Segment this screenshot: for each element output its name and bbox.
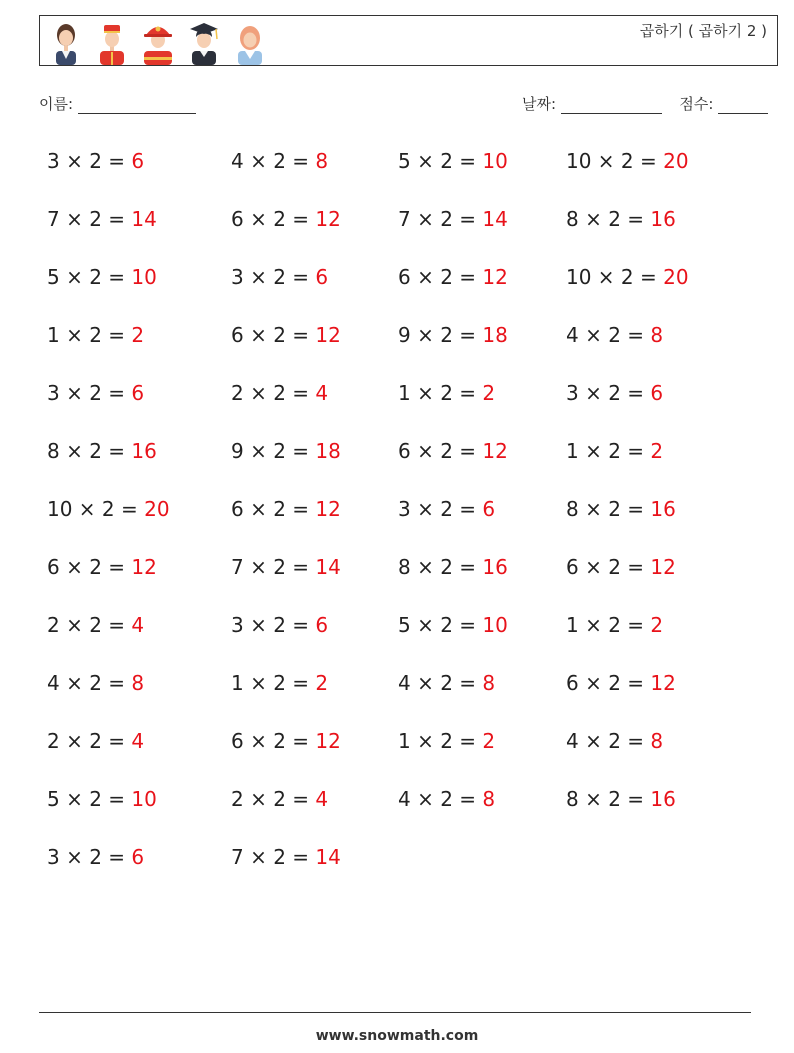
problem-question: 6 × 2 = (398, 439, 483, 463)
problem-answer: 8 (650, 729, 664, 753)
problem-question: 5 × 2 = (47, 265, 132, 289)
problem-item (231, 721, 398, 779)
nurse-avatar-icon (230, 19, 270, 65)
problem-answer: 10 (482, 613, 508, 637)
problem-question: 10 × 2 = (566, 149, 664, 173)
problem-row (47, 547, 767, 605)
problem-item (47, 605, 231, 663)
problem-item (566, 257, 746, 315)
problem-answer: 12 (482, 439, 508, 463)
problem-question: 4 × 2 = (566, 323, 651, 347)
problem-answer: 2 (650, 439, 664, 463)
worksheet-title: 곱하기 ( 곱하기 2 ) (639, 22, 767, 40)
problem-question: 9 × 2 = (398, 323, 483, 347)
firefighter-avatar-icon (138, 19, 178, 65)
problem-question: 8 × 2 = (566, 787, 651, 811)
footer-url: www.snowmath.com (315, 1028, 479, 1044)
problem-answer: 16 (131, 439, 157, 463)
problem-question: 6 × 2 = (231, 729, 316, 753)
problem-item (47, 257, 231, 315)
problem-question: 4 × 2 = (47, 671, 132, 695)
footer-divider (39, 1012, 751, 1013)
problem-answer: 10 (131, 265, 157, 289)
problem-row (47, 315, 767, 373)
problem-answer: 14 (315, 555, 341, 579)
problem-item (47, 431, 231, 489)
problem-answer: 6 (131, 845, 145, 869)
problem-answer: 12 (315, 729, 341, 753)
problem-item (231, 489, 398, 547)
problem-item (398, 547, 566, 605)
problem-answer: 14 (482, 207, 508, 231)
problem-row (47, 663, 767, 721)
problem-item (566, 663, 746, 721)
problem-answer: 6 (650, 381, 664, 405)
problem-item (566, 779, 746, 837)
problem-item (566, 141, 746, 199)
problem-item (231, 373, 398, 431)
score-label: 점수: (679, 95, 714, 113)
problem-question: 1 × 2 = (566, 613, 651, 637)
problem-answer: 10 (482, 149, 508, 173)
problem-question: 2 × 2 = (231, 787, 316, 811)
problem-item (231, 199, 398, 257)
problem-question: 1 × 2 = (398, 381, 483, 405)
problem-question: 6 × 2 = (231, 497, 316, 521)
problem-item (566, 315, 746, 373)
problem-question: 4 × 2 = (566, 729, 651, 753)
problem-question: 10 × 2 = (566, 265, 664, 289)
problem-item (231, 779, 398, 837)
problem-question: 2 × 2 = (231, 381, 316, 405)
problem-answer: 12 (650, 671, 676, 695)
problem-item (566, 605, 746, 663)
problem-answer: 16 (482, 555, 508, 579)
problem-item (398, 141, 566, 199)
problem-answer: 2 (315, 671, 329, 695)
problem-question: 6 × 2 = (231, 323, 316, 347)
date-label: 날짜: (522, 95, 557, 113)
problem-item (398, 199, 566, 257)
problem-question: 6 × 2 = (47, 555, 132, 579)
problem-question: 10 × 2 = (47, 497, 145, 521)
problem-item (47, 199, 231, 257)
problem-grid (47, 141, 767, 895)
problem-item (398, 605, 566, 663)
problem-question: 3 × 2 = (47, 149, 132, 173)
date-score-field (522, 93, 768, 114)
problem-item (398, 373, 566, 431)
problem-row (47, 373, 767, 431)
name-blank-line[interactable] (78, 97, 196, 114)
problem-question: 3 × 2 = (231, 613, 316, 637)
problem-item (566, 489, 746, 547)
problem-answer: 12 (482, 265, 508, 289)
problem-question: 6 × 2 = (566, 555, 651, 579)
problem-question: 4 × 2 = (231, 149, 316, 173)
problem-answer: 6 (315, 265, 329, 289)
problem-question: 9 × 2 = (231, 439, 316, 463)
problem-answer: 2 (131, 323, 145, 347)
problem-item (47, 779, 231, 837)
problem-answer: 6 (131, 149, 145, 173)
problem-item (47, 837, 231, 895)
problem-answer: 18 (482, 323, 508, 347)
problem-question: 2 × 2 = (47, 613, 132, 637)
problem-item (231, 141, 398, 199)
problem-row (47, 431, 767, 489)
problem-answer: 2 (482, 381, 496, 405)
problem-question: 1 × 2 = (231, 671, 316, 695)
problem-answer: 12 (131, 555, 157, 579)
problem-item (231, 547, 398, 605)
problem-item (231, 837, 398, 895)
problem-item (231, 605, 398, 663)
problem-question: 8 × 2 = (47, 439, 132, 463)
problem-answer: 18 (315, 439, 341, 463)
avatar-strip (46, 19, 270, 65)
problem-question: 4 × 2 = (398, 787, 483, 811)
problem-question: 1 × 2 = (566, 439, 651, 463)
problem-item (398, 779, 566, 837)
bellhop-avatar-icon (92, 19, 132, 65)
problem-question: 8 × 2 = (566, 497, 651, 521)
problem-item (231, 257, 398, 315)
name-field (39, 93, 196, 114)
name-label: 이름: (39, 95, 74, 113)
problem-question: 2 × 2 = (47, 729, 132, 753)
problem-question: 8 × 2 = (398, 555, 483, 579)
problem-answer: 12 (315, 497, 341, 521)
problem-answer: 8 (482, 787, 496, 811)
problem-item (566, 721, 746, 779)
problem-answer: 14 (315, 845, 341, 869)
score-blank-line[interactable] (718, 97, 768, 114)
problem-item (47, 663, 231, 721)
problem-question: 7 × 2 = (47, 207, 132, 231)
problem-row (47, 489, 767, 547)
problem-answer: 16 (650, 497, 676, 521)
problem-answer: 8 (482, 671, 496, 695)
problem-item (566, 431, 746, 489)
problem-question: 3 × 2 = (231, 265, 316, 289)
problem-answer: 20 (663, 149, 689, 173)
problem-item (398, 315, 566, 373)
problem-answer: 4 (315, 381, 329, 405)
problem-row (47, 779, 767, 837)
problem-question: 6 × 2 = (398, 265, 483, 289)
problem-item (566, 199, 746, 257)
problem-item (398, 257, 566, 315)
header-box (39, 15, 778, 66)
problem-answer: 6 (482, 497, 496, 521)
problem-item (47, 547, 231, 605)
problem-answer: 6 (315, 613, 329, 637)
problem-answer: 2 (650, 613, 664, 637)
problem-item (566, 547, 746, 605)
problem-answer: 12 (315, 207, 341, 231)
problem-question: 3 × 2 = (47, 845, 132, 869)
problem-item (566, 373, 746, 431)
problem-row (47, 199, 767, 257)
problem-question: 6 × 2 = (566, 671, 651, 695)
problem-item (47, 721, 231, 779)
problem-question: 5 × 2 = (398, 149, 483, 173)
problem-question: 7 × 2 = (231, 845, 316, 869)
problem-answer: 4 (131, 613, 145, 637)
problem-answer: 6 (131, 381, 145, 405)
problem-answer: 12 (315, 323, 341, 347)
problem-question: 4 × 2 = (398, 671, 483, 695)
problem-item (231, 431, 398, 489)
problem-item (231, 663, 398, 721)
problem-item (47, 489, 231, 547)
problem-question: 1 × 2 = (398, 729, 483, 753)
problem-question: 3 × 2 = (47, 381, 132, 405)
problem-answer: 8 (315, 149, 329, 173)
problem-item (398, 489, 566, 547)
problem-row (47, 605, 767, 663)
problem-row (47, 141, 767, 199)
problem-answer: 8 (650, 323, 664, 347)
problem-answer: 2 (482, 729, 496, 753)
date-blank-line[interactable] (561, 97, 662, 114)
problem-question: 5 × 2 = (47, 787, 132, 811)
problem-item (398, 721, 566, 779)
problem-item (398, 663, 566, 721)
graduate-avatar-icon (184, 19, 224, 65)
problem-answer: 4 (315, 787, 329, 811)
problem-answer: 8 (131, 671, 145, 695)
problem-question: 7 × 2 = (231, 555, 316, 579)
problem-answer: 10 (131, 787, 157, 811)
problem-row (47, 257, 767, 315)
problem-answer: 20 (663, 265, 689, 289)
problem-question: 6 × 2 = (231, 207, 316, 231)
problem-question: 8 × 2 = (566, 207, 651, 231)
problem-item (398, 431, 566, 489)
problem-item (47, 141, 231, 199)
problem-item (47, 373, 231, 431)
woman-avatar-icon (46, 19, 86, 65)
problem-answer: 20 (144, 497, 170, 521)
problem-item (231, 315, 398, 373)
problem-answer: 12 (650, 555, 676, 579)
problem-answer: 16 (650, 787, 676, 811)
problem-question: 7 × 2 = (398, 207, 483, 231)
problem-row (47, 721, 767, 779)
problem-answer: 14 (131, 207, 157, 231)
problem-answer: 4 (131, 729, 145, 753)
problem-question: 3 × 2 = (398, 497, 483, 521)
problem-question: 1 × 2 = (47, 323, 132, 347)
problem-answer: 16 (650, 207, 676, 231)
problem-question: 5 × 2 = (398, 613, 483, 637)
problem-row (47, 837, 767, 895)
problem-question: 3 × 2 = (566, 381, 651, 405)
problem-item (47, 315, 231, 373)
